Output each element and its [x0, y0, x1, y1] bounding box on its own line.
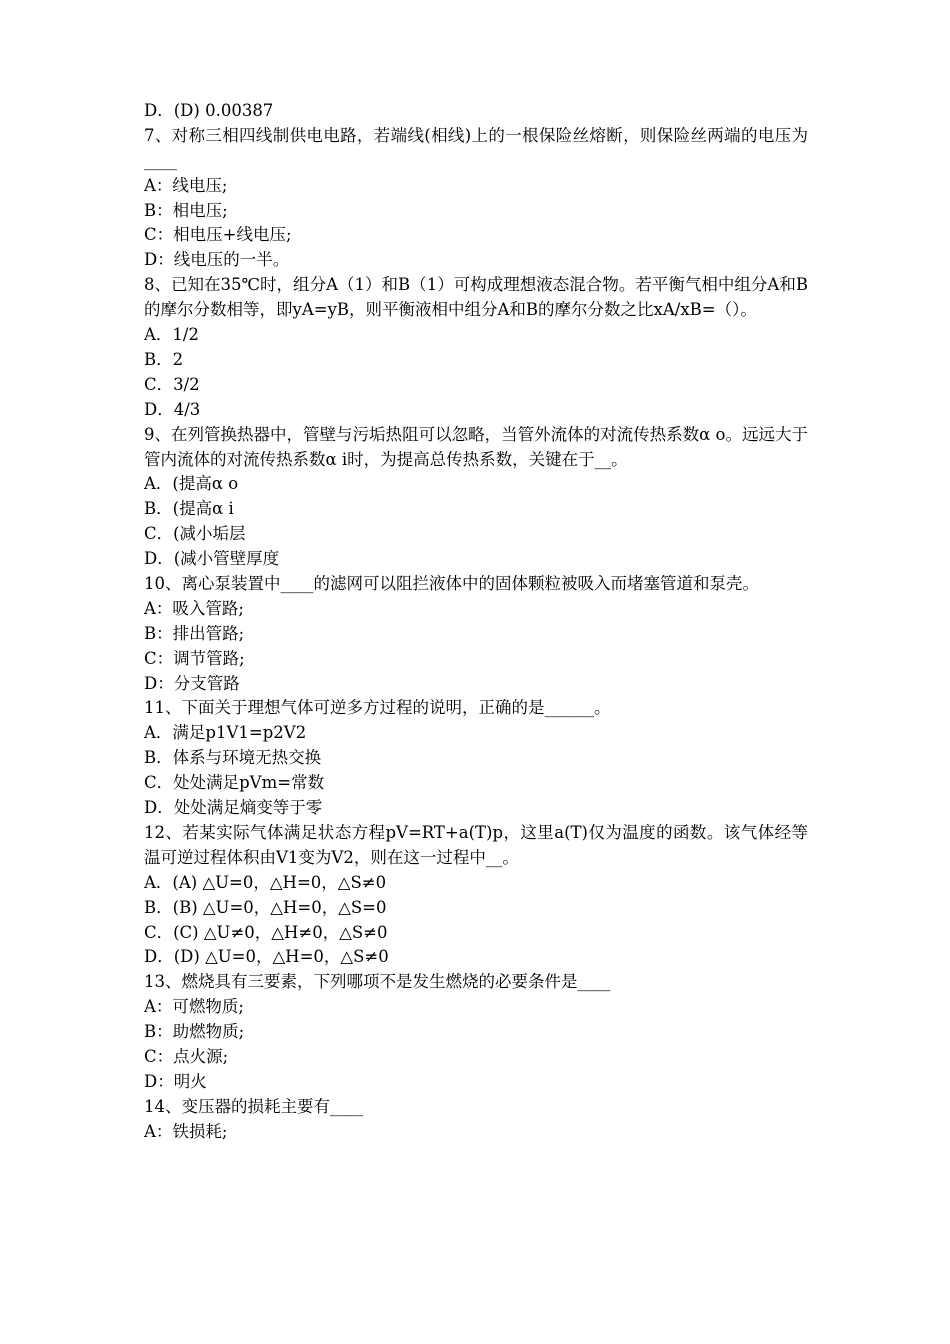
option-a: A：吸入管路; [144, 598, 244, 618]
question-6-tail [144, 99, 808, 124]
question-9 [144, 423, 808, 572]
option-d: D：明火 [144, 1071, 207, 1091]
question-14 [144, 1095, 808, 1145]
option-b: B：相电压; [144, 200, 228, 220]
option-b: B．(提高α i [144, 499, 234, 519]
option-b: B．2 [144, 349, 184, 369]
option-c: C：相电压+线电压; [144, 225, 292, 245]
option-c: C．(C) △U≠0，△H≠0，△S≠0 [144, 922, 388, 942]
question-11 [144, 696, 808, 820]
option-c: C．3/2 [144, 374, 200, 394]
question-12 [144, 821, 808, 970]
option-d: D．(D) △U=0，△H=0，△S≠0 [144, 947, 389, 967]
question-13 [144, 970, 808, 1094]
option-b: B．体系与环境无热交换 [144, 748, 322, 768]
question-text: 11、下面关于理想气体可逆多方过程的说明，正确的是______。 [144, 698, 611, 718]
question-8 [144, 273, 808, 422]
option-a: A：线电压; [144, 175, 228, 195]
question-text: 8、已知在35℃时，组分A（1）和B（1）可构成理想液态混合物。若平衡气相中组分A和B的摩尔分数相等，即yA=yB，则平衡液相中组分A和B的摩尔分数之比xA/xB=（）。 [144, 275, 808, 320]
option-a: A．(A) △U=0，△H=0，△S≠0 [144, 872, 387, 892]
question-text: 7、对称三相四线制供电电路，若端线(相线)上的一根保险丝熔断，则保险丝两端的电压为____ [144, 125, 808, 170]
option-d: D．(减小管壁厚度 [144, 549, 280, 569]
option-b: B：助燃物质; [144, 1022, 245, 1042]
option-a: A．满足p1V1=p2V2 [144, 723, 307, 743]
option-d: D：分支管路 [144, 673, 240, 693]
option-d: D．处处满足熵变等于零 [144, 798, 323, 818]
option-c: C：点火源; [144, 1047, 229, 1067]
option-b: B：排出管路; [144, 623, 245, 643]
question-text: 12、若某实际气体满足状态方程pV=RT+a(T)p，这里a(T)仅为温度的函数。该气体经等温可逆过程体积由V1变为V2，则在这一过程中__。 [144, 822, 808, 867]
option-b: B．(B) △U=0，△H=0，△S=0 [144, 897, 387, 917]
option-c: C：调节管路; [144, 648, 245, 668]
option-c: C．(减小垢层 [144, 524, 246, 544]
question-text: 14、变压器的损耗主要有____ [144, 1096, 363, 1116]
option-d: D．4/3 [144, 399, 201, 419]
option-c: C．处处满足pVm=常数 [144, 773, 325, 793]
question-list [144, 99, 808, 1145]
question-text: 9、在列管换热器中，管壁与污垢热阻可以忽略，当管外流体的对流传热系数α o。远远大于管内流体的对流传热系数α i时，为提高总传热系数，关键在于__。 [144, 424, 808, 469]
option-d: D：线电压的一半。 [144, 250, 290, 270]
question-10 [144, 572, 808, 696]
option-a: A．1/2 [144, 325, 199, 345]
option-a: A．(提高α o [144, 474, 239, 494]
option-a: A：铁损耗; [144, 1121, 228, 1141]
option-d: D．(D) 0.00387 [144, 101, 274, 120]
question-text: 10、离心泵装置中____的滤网可以阻拦液体中的固体颗粒被吸入而堵塞管道和泵壳。 [144, 574, 759, 594]
question-7 [144, 124, 808, 273]
question-text: 13、燃烧具有三要素，下列哪项不是发生燃烧的必要条件是____ [144, 972, 611, 992]
option-a: A：可燃物质; [144, 997, 244, 1017]
